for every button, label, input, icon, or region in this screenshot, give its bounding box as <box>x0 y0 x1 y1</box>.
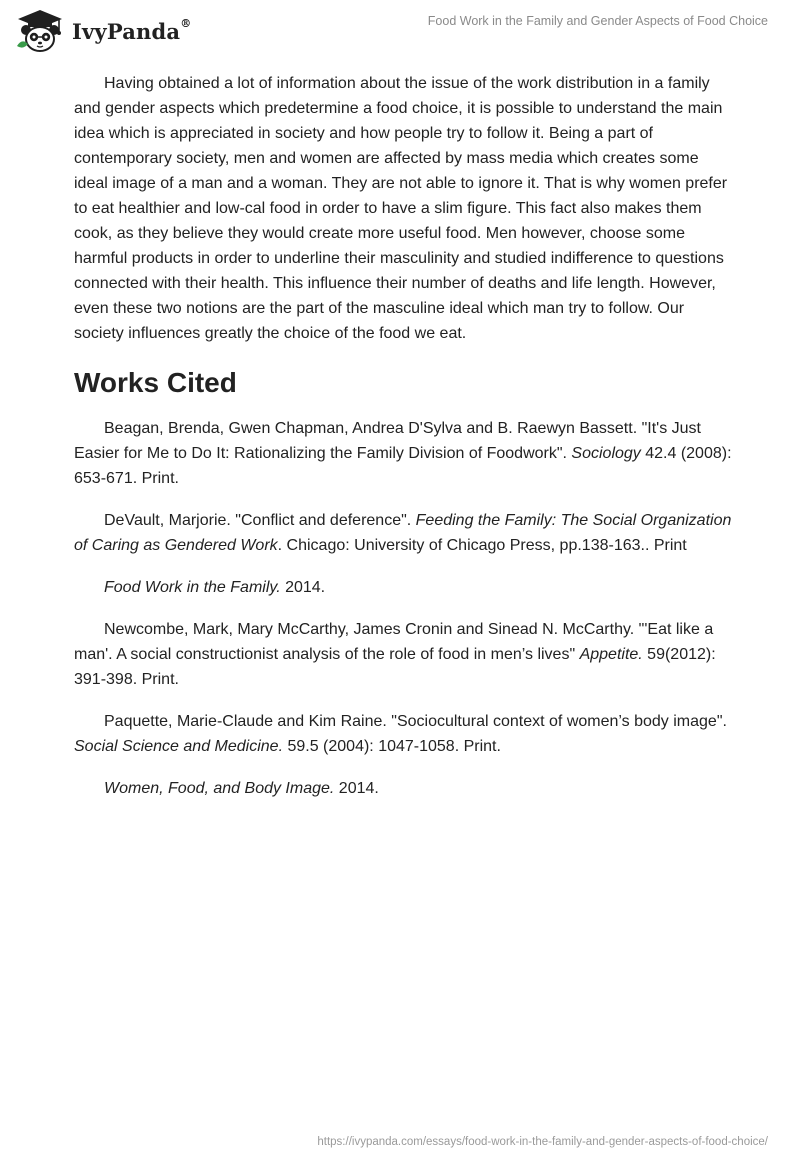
brand-name: IvyPanda® <box>72 16 192 44</box>
conclusion-paragraph: Having obtained a lot of information about the issue of the work distribution in a family and gender aspects which predetermine a food choice, it is possible to understand the main idea which is appreciated in society and how people try to follow it. Being a part of contemporary society, men and women are affected by mass media which creates some ideal image of a man and a woman. They are not able to ignore it. That is why women prefer to eat healthier and low-cal food in order to have a slim figure. This fact also makes them cook, as they believe they would create more useful food. Men however, choose some harmful products in order to underline their masculinity and studied indifference to questions connected with their health. This influence their number of deaths and life length. However, even these two notions are the part of the masculine ideal which man try to follow. Our society influences greatly the choice of the food we eat. <box>74 75 728 342</box>
citation-entry: DeVault, Marjorie. "Conflict and deference". Feeding the Family: The Social Organization of Caring as Gendered Work. Chicago: University of Chicago Press, pp.138-163.. Print <box>74 512 732 554</box>
citation-list <box>74 416 734 801</box>
page-header <box>0 0 800 62</box>
panda-graduate-icon <box>14 8 66 54</box>
ivypanda-logo[interactable] <box>14 8 191 54</box>
works-cited-heading: Works Cited <box>74 367 237 398</box>
document-title: Food Work in the Family and Gender Aspects of Food Choice <box>427 14 768 28</box>
citation-entry: Paquette, Marie-Claude and Kim Raine. "Sociocultural context of women’s body image". Social Science and Medicine. 59.5 (2004): 1047-1058. Print. <box>74 713 727 755</box>
citation-entry: Beagan, Brenda, Gwen Chapman, Andrea D'Sylva and B. Raewyn Bassett. "It's Just Easier for Me to Do It: Rationalizing the Family Division of Foodwork". Sociology 42.4 (2008): 653-671. Print. <box>74 420 732 487</box>
citation-entry: Women, Food, and Body Image. 2014. <box>104 780 379 797</box>
citation-entry: Newcombe, Mark, Mary McCarthy, James Cronin and Sinead N. McCarthy. "'Eat like a man'. A social constructionist analysis of the role of food in men’s lives" Appetite. 59(2012): 391-398. Print. <box>74 621 716 688</box>
essay-content <box>74 71 734 818</box>
citation-entry: Food Work in the Family. 2014. <box>104 579 326 596</box>
source-url[interactable]: https://ivypanda.com/essays/food-work-in-the-family-and-gender-aspects-of-food-choice/ <box>317 1136 768 1148</box>
